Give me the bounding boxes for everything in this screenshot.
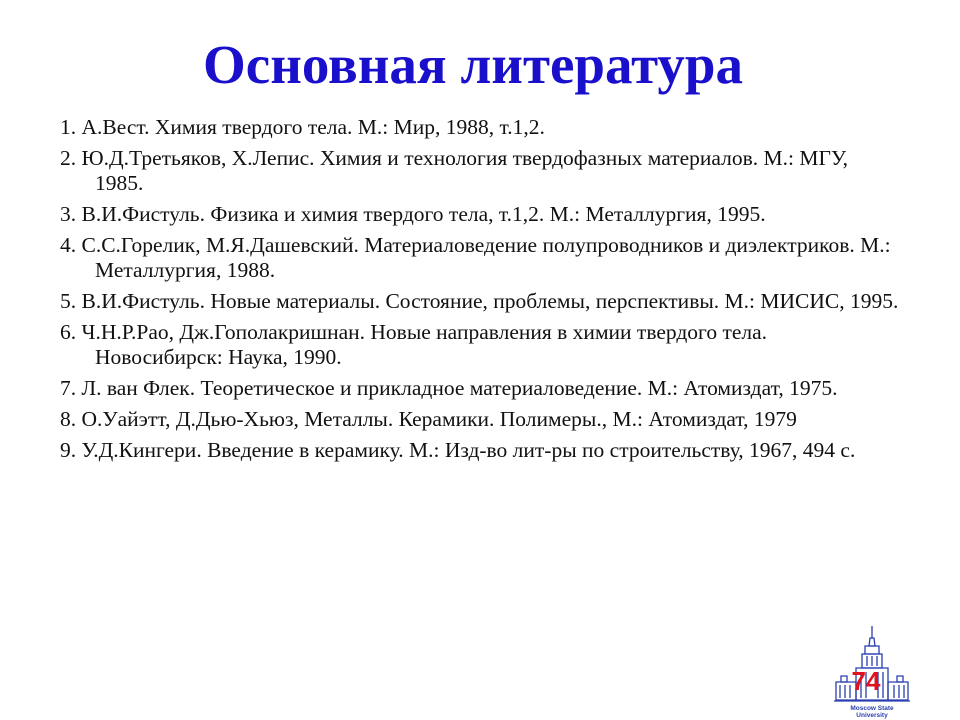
reference-item: 4. С.С.Горелик, М.Я.Дашевский. Материаловедение полупроводников и диэлектриков. М.: Металлургия, 1988.	[60, 233, 891, 282]
slide-title: Основная литература	[203, 34, 743, 95]
reference-item: 8. О.Уайэтт, Д.Дью-Хьюз, Металлы. Керамики. Полимеры., М.: Атомиздат, 1979	[60, 407, 797, 431]
logo-caption-line1: Moscow State	[850, 705, 894, 712]
reference-item: 9. У.Д.Кингери. Введение в керамику. М.: Изд-во лит-ры по строительству, 1967, 494 с.	[60, 438, 856, 462]
msu-logo	[834, 624, 926, 720]
reference-item: 2. Ю.Д.Третьяков, Х.Лепис. Химия и технология твердофазных материалов. М.: МГУ, 1985.	[60, 146, 849, 195]
reference-item: 7. Л. ван Флек. Теоретическое и прикладное материаловедение. М.: Атомиздат, 1975.	[60, 376, 838, 400]
logo-caption-line2: University	[856, 712, 888, 719]
reference-item: 3. В.И.Фистуль. Физика и химия твердого тела, т.1,2. М.: Металлургия, 1995.	[60, 202, 766, 226]
page-number: 74	[851, 666, 881, 696]
reference-list	[60, 115, 900, 469]
reference-item: 1. А.Вест. Химия твердого тела. М.: Мир, 1988, т.1,2.	[60, 115, 545, 139]
reference-item: 5. В.И.Фистуль. Новые материалы. Состояние, проблемы, перспективы. М.: МИСИС, 1995.	[60, 289, 899, 313]
reference-item: 6. Ч.Н.Р.Рао, Дж.Гополакришнан. Новые направления в химии твердого тела. Новосибирск: Наука, 1990.	[60, 320, 768, 369]
